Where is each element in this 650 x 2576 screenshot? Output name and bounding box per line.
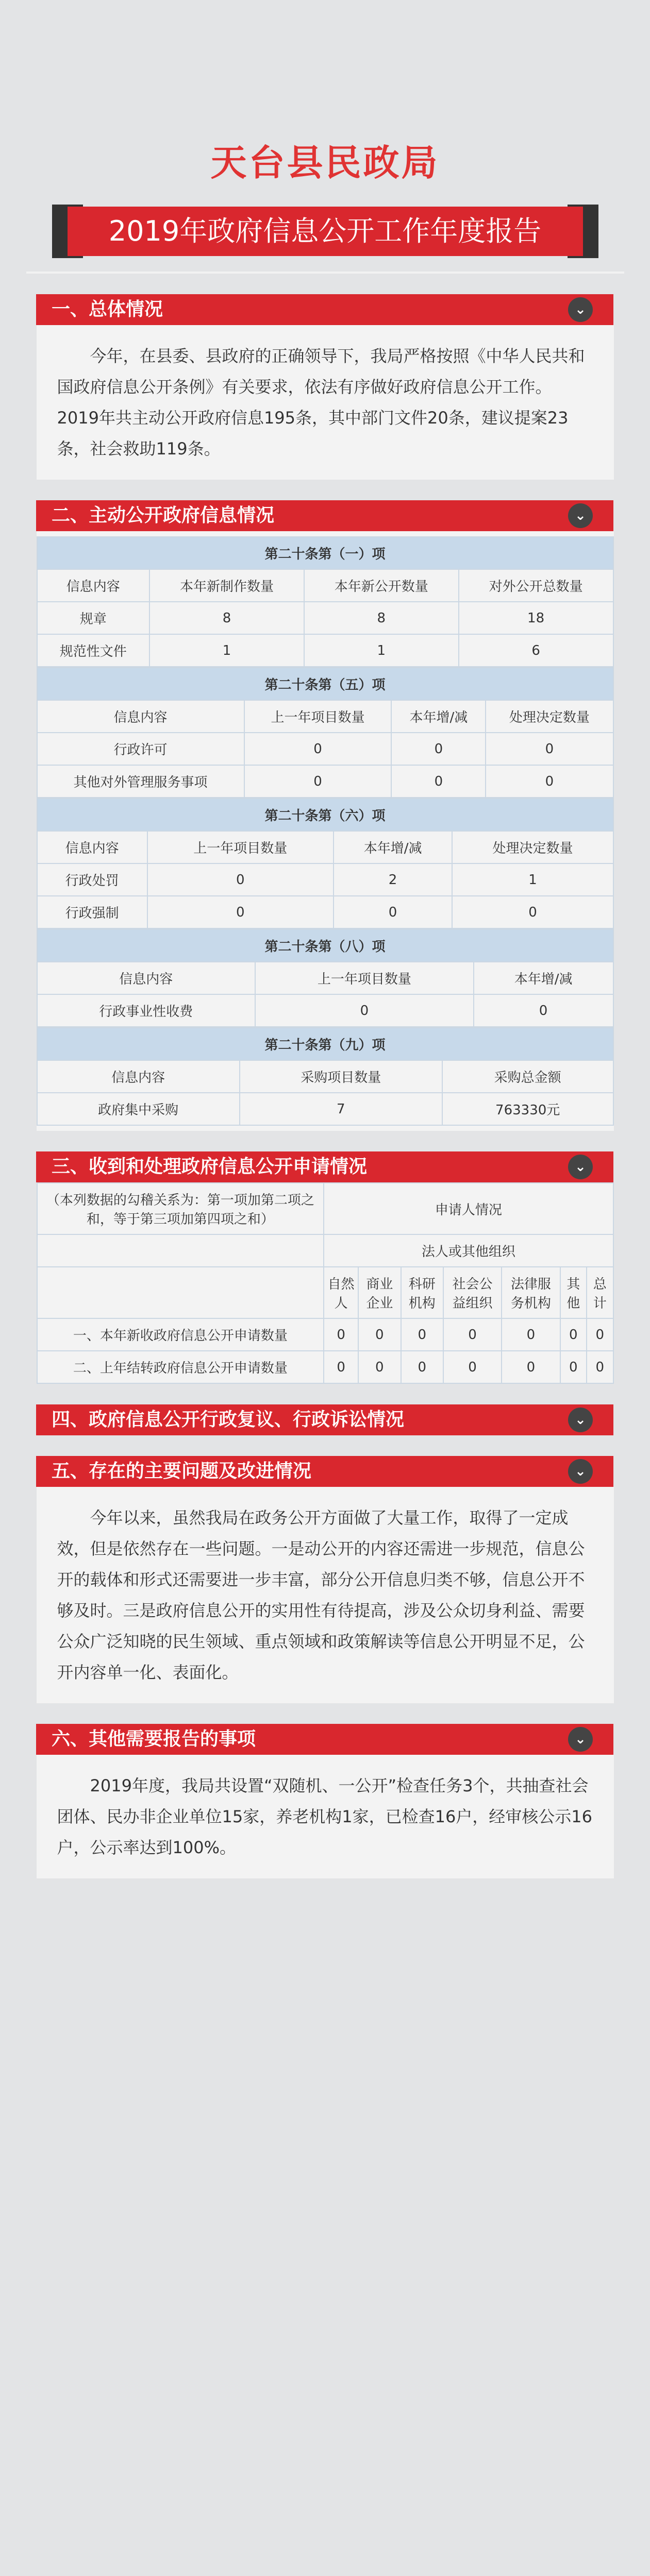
table-heading: 第二十条第（五）项 — [37, 668, 613, 700]
table-cell: 一、本年新收政府信息公开申请数量 — [37, 1318, 324, 1351]
table-cell: 0 — [324, 1351, 358, 1383]
section-1-title: 一、总体情况 — [52, 299, 163, 320]
column-header: 本年增/减 — [334, 831, 453, 863]
table-cell: 0 — [452, 896, 613, 928]
table-cell: 8 — [149, 602, 304, 634]
table-item-8 — [37, 929, 614, 1027]
table-row — [37, 765, 613, 798]
section-5-title: 五、存在的主要问题及改进情况 — [52, 1461, 312, 1482]
table-cell: 0 — [147, 863, 334, 896]
table-lead-note: （本列数据的勾稽关系为：第一项加第二项之和，等于第三项加第四项之和） — [37, 1183, 324, 1234]
table-cell: 0 — [486, 765, 613, 798]
section-4-header[interactable] — [36, 1404, 613, 1435]
table-cell: 763330元 — [442, 1093, 613, 1125]
report-title: 2019年政府信息公开工作年度报告 — [68, 207, 583, 256]
column-header: 上一年项目数量 — [147, 831, 334, 863]
section-1-body — [37, 325, 614, 480]
section-6-text: 2019年度，我局共设置“双随机、一公开”检查任务3个，共抽查社会团体、民办非企业单位15家，养老机构1家，已检查16户，经审核公示16户，公示率达到100%。 — [57, 1776, 593, 1857]
chevron-down-icon[interactable]: ⌄ — [568, 1459, 593, 1484]
table-cell: 行政许可 — [37, 733, 244, 765]
table-cell: 政府集中采购 — [37, 1093, 240, 1125]
table-cell: 0 — [474, 994, 613, 1027]
application-table — [37, 1182, 614, 1384]
table-cell: 0 — [244, 765, 392, 798]
blank-cell — [37, 1267, 324, 1318]
table-cell: 0 — [244, 733, 392, 765]
table-row — [37, 1318, 613, 1351]
section-1-text: 今年，在县委、县政府的正确领导下，我局严格按照《中华人民共和国政府信息公开条例》有关要求，依法有序做好政府信息公开工作。2019年共主动公开政府信息195条，其中部门文件20条，建议提案23条，社会救助119条。 — [57, 346, 585, 459]
table-item-9 — [37, 1027, 614, 1126]
table-cell: 1 — [452, 863, 613, 896]
table-cell: 0 — [324, 1318, 358, 1351]
column-header: 本年增/减 — [474, 962, 613, 994]
table-cell: 二、上年结转政府信息公开申请数量 — [37, 1351, 324, 1383]
section-5-header[interactable] — [36, 1456, 613, 1487]
column-header: 本年新制作数量 — [149, 569, 304, 602]
section-6-body — [37, 1755, 614, 1878]
table-cell: 0 — [587, 1318, 613, 1351]
table-cell: 规章 — [37, 602, 150, 634]
chevron-down-icon[interactable]: ⌄ — [568, 1408, 593, 1432]
table-row — [37, 863, 613, 896]
table-cell: 0 — [560, 1318, 587, 1351]
column-header: 法律服务机构 — [502, 1267, 560, 1318]
chevron-down-icon[interactable]: ⌄ — [568, 297, 593, 322]
column-header: 采购项目数量 — [240, 1060, 442, 1093]
table-item-6 — [37, 798, 614, 929]
column-header: 采购总金额 — [442, 1060, 613, 1093]
chevron-down-icon[interactable]: ⌄ — [568, 1155, 593, 1179]
table-heading: 第二十条第（八）项 — [37, 929, 613, 962]
table-row — [37, 1093, 613, 1125]
column-header: 社会公益组织 — [443, 1267, 502, 1318]
table-cell: 2 — [334, 863, 453, 896]
chevron-down-icon[interactable]: ⌄ — [568, 503, 593, 528]
table-cell: 0 — [560, 1351, 587, 1383]
column-header: 信息内容 — [37, 831, 147, 863]
column-header: 自然人 — [324, 1267, 358, 1318]
table-cell: 18 — [459, 602, 613, 634]
table-cell: 0 — [502, 1351, 560, 1383]
chevron-down-icon[interactable]: ⌄ — [568, 1727, 593, 1752]
divider — [26, 272, 624, 274]
table-cell: 1 — [304, 634, 459, 667]
table-row — [37, 602, 613, 634]
table-cell: 7 — [240, 1093, 442, 1125]
table-heading: 第二十条第（六）项 — [37, 799, 613, 831]
section-3-body — [37, 1182, 614, 1384]
column-header: 其他 — [560, 1267, 587, 1318]
column-header: 总计 — [587, 1267, 613, 1318]
table-cell: 0 — [401, 1318, 443, 1351]
table-cell: 0 — [255, 994, 474, 1027]
table-cell: 0 — [358, 1351, 401, 1383]
table-row — [37, 896, 613, 928]
column-header: 上一年项目数量 — [255, 962, 474, 994]
table-cell: 0 — [587, 1351, 613, 1383]
blank-cell — [37, 1234, 324, 1267]
table-row — [37, 733, 613, 765]
table-item-5 — [37, 667, 614, 798]
table-row — [37, 1351, 613, 1383]
table-cell: 0 — [443, 1351, 502, 1383]
table-cell: 行政事业性收费 — [37, 994, 256, 1027]
table-cell: 6 — [459, 634, 613, 667]
table-cell: 其他对外管理服务事项 — [37, 765, 244, 798]
table-cell: 行政强制 — [37, 896, 147, 928]
table-cell: 0 — [358, 1318, 401, 1351]
column-header: 科研机构 — [401, 1267, 443, 1318]
column-header: 本年增/减 — [391, 700, 486, 733]
table-cell: 0 — [443, 1318, 502, 1351]
table-row — [37, 994, 613, 1027]
table-cell: 规范性文件 — [37, 634, 150, 667]
table-cell: 1 — [149, 634, 304, 667]
site-title: 天台县民政局 — [210, 142, 440, 184]
column-header: 处理决定数量 — [452, 831, 613, 863]
table-cell: 0 — [502, 1318, 560, 1351]
column-header: 信息内容 — [37, 1060, 240, 1093]
column-header: 处理决定数量 — [486, 700, 613, 733]
section-2-header[interactable] — [36, 500, 613, 531]
table-cell: 行政处罚 — [37, 863, 147, 896]
table-cell: 8 — [304, 602, 459, 634]
column-header: 上一年项目数量 — [244, 700, 392, 733]
section-1-header[interactable] — [36, 294, 613, 325]
table-cell: 0 — [391, 765, 486, 798]
section-5-body — [37, 1487, 614, 1703]
table-heading: 第二十条第（九）项 — [37, 1028, 613, 1060]
column-header: 对外公开总数量 — [459, 569, 613, 602]
table-cell: 0 — [391, 733, 486, 765]
table-cell: 0 — [334, 896, 453, 928]
section-5-text: 今年以来，虽然我局在政务公开方面做了大量工作，取得了一定成效，但是依然存在一些问题。一是动公开的内容还需进一步规范，信息公开的载体和形式还需要进一步丰富，部分公开信息归类不够，信息公开不够及时。三是政府信息公开的实用性有待提高，涉及公众切身利益、需要公众广泛知晓的民生领域、重点领域和政策解读等信息公开明显不足，公开内容单一化、表面化。 — [57, 1508, 585, 1682]
section-2-title: 二、主动公开政府信息情况 — [52, 505, 275, 526]
table-item-1 — [37, 536, 614, 667]
section-4-title: 四、政府信息公开行政复议、行政诉讼情况 — [52, 1409, 405, 1430]
applicant-header: 申请人情况 — [324, 1183, 613, 1234]
table-heading: 第二十条第（一）项 — [37, 537, 613, 569]
section-2-body — [37, 531, 614, 1131]
section-3-title: 三、收到和处理政府信息公开申请情况 — [52, 1156, 368, 1177]
table-cell: 0 — [401, 1351, 443, 1383]
section-6-title: 六、其他需要报告的事项 — [52, 1728, 256, 1750]
column-header: 信息内容 — [37, 962, 256, 994]
section-6-header[interactable] — [36, 1724, 613, 1755]
table-row — [37, 634, 613, 667]
column-header: 信息内容 — [37, 700, 244, 733]
column-header: 信息内容 — [37, 569, 150, 602]
column-header: 商业企业 — [358, 1267, 401, 1318]
column-header: 本年新公开数量 — [304, 569, 459, 602]
section-3-header[interactable] — [36, 1151, 613, 1182]
org-header: 法人或其他组织 — [324, 1234, 613, 1267]
table-cell: 0 — [486, 733, 613, 765]
table-cell: 0 — [147, 896, 334, 928]
